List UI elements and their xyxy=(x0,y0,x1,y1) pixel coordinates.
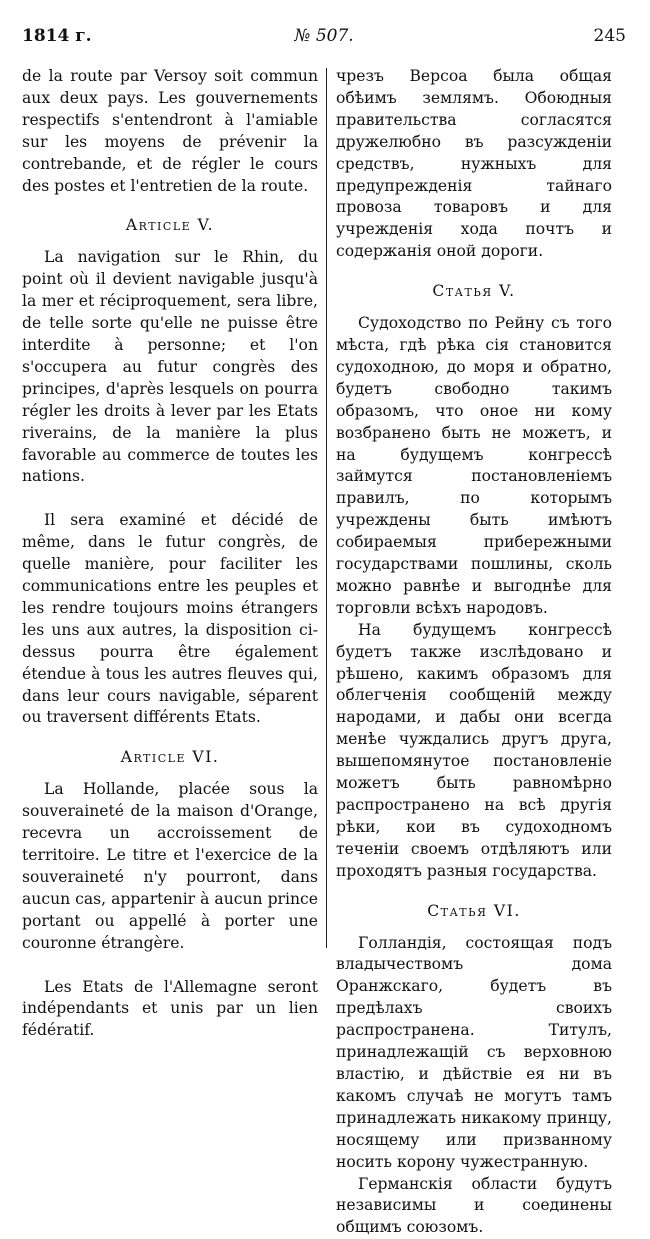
french-article-6-heading: Article VI. xyxy=(22,747,318,769)
russian-article-5-heading: Статья V. xyxy=(336,281,612,303)
french-article-5-heading: Article V. xyxy=(22,215,318,237)
russian-paragraph-3: На будущемъ конгрессѣ будетъ также изслѣдовано и рѣшено, какимъ образомъ для облегченія сообщеній между народами, и дабы они всегда менѣе чуждались другъ друга, вышепомянутое постановленіе можетъ быть равномѣрно распространено на всѣ другія рѣки, кои въ судоходномъ теченіи своемъ отдѣляютъ или проходятъ разныя государства. xyxy=(336,620,612,883)
french-paragraph-3: Il sera examiné et décidé de même, dans le futur congrès, de quelle manière, pour faciliter les communications entre les peuples et les rendre toujours moins étrangers les uns aux autres, la disposition ci-dessus pourra être également étendue à tous les autres fleuves qui, dans leur cours navigable, séparent ou traversent différents Etats. xyxy=(22,510,318,729)
french-paragraph-2: La navigation sur le Rhin, du point où il devient navigable jusqu'à la mer et réciproquement, sera libre, de telle sorte qu'elle ne puisse être interdite à personne; et l'on s'occupera au futur congrès des principes, d'après lesquels on pourra régler les droits à lever par les Etats riverains, de la manière la plus favorable au commerce de toutes les nations. xyxy=(22,247,318,488)
russian-paragraph-2: Судоходство по Рейну съ того мѣста, гдѣ рѣка сія становится судоходною, до моря и обратно, будетъ свободно такимъ образомъ, что оное ни кому возбранено быть не можетъ, и на будущемъ конгрессѣ займутся постановленіемъ правилъ, по которымъ учреждены быть имѣютъ собираемыя прибережными государствами пошлины, сколь можно равнѣе и выгоднѣе для торговли всѣхъ народовъ. xyxy=(336,313,612,620)
french-paragraph-4: La Hollande, placée sous la souveraineté de la maison d'Orange, recevra un accroissement de territoire. Le titre et l'exercice de la souveraineté n'y pourront, dans aucun cas, appartenir à aucun prince portant ou appellé à porter une couronne étrangère. xyxy=(22,779,318,954)
russian-paragraph-1: чрезъ Версоа была общая обѣимъ землямъ. Обоюдныя правительства согласятся дружелюбно въ разсужденіи средствъ, нужныхъ для предупрежденія тайнаго провоза товаровъ и для учрежденія хода почтъ и содержанія оной дороги. xyxy=(336,66,612,263)
russian-paragraph-4: Голландія, состоящая подъ владычествомъ дома Оранжскаго, будетъ въ предѣлахъ своихъ распространена. Титулъ, принадлежащій съ верховною властію, и дѣйствіе ея ни въ какомъ случаѣ не могутъ тамъ принадлежать никакому принцу, носящему или призванному носить корону чужестранную. xyxy=(336,933,612,1174)
header-year: 1814 г. xyxy=(22,26,92,46)
column-divider xyxy=(326,68,327,948)
header-page-number: 245 xyxy=(594,26,626,46)
french-paragraph-1: de la route par Versoy soit commun aux deux pays. Les gouvernements respectifs s'entendront à l'amiable sur les moyens de prévenir la contrebande, et de régler le cours des postes et l'entretien de la route. xyxy=(22,66,318,197)
french-paragraph-5: Les Etats de l'Allemagne seront indépendants et unis par un lien fédératif. xyxy=(22,977,318,1043)
french-column xyxy=(22,66,318,1042)
russian-column xyxy=(336,66,612,1239)
page-header xyxy=(22,26,626,52)
russian-article-6-heading: Статья VI. xyxy=(336,901,612,923)
header-document-number: № 507. xyxy=(22,26,626,46)
russian-paragraph-5: Германскія области будутъ независимы и соединены общимъ союзомъ. xyxy=(336,1174,612,1239)
